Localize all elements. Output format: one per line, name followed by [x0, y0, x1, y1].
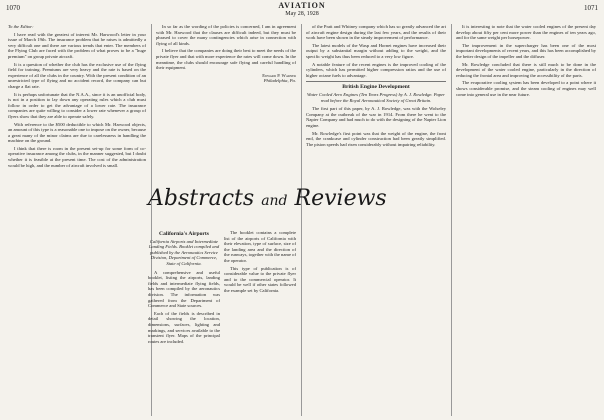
- banner-word-left: Abstracts: [148, 186, 255, 211]
- letter-paragraph: It is perhaps unfortunate that the N.A.A., since it is an unofficial body, is not in a position to lay down any operating rules which a club must follow in order to get the advantage of a lower rate. The insurance companies are quite willing to consider a lower rate whenever a group of flyers show that they are able to operate safely.: [8, 91, 146, 119]
- magazine-title: AVIATION: [278, 1, 326, 10]
- column-divider: [451, 24, 452, 416]
- page-number-right: 1071: [584, 4, 598, 12]
- section-rule: [306, 81, 446, 82]
- letter-paragraph: With reference to the $500 deductible to which Mr. Harwood objects, an amount of this type is a reasonable one to impose on the owner, because a great many of the minor claims are due to carelessness in handling the machine on the ground.: [8, 121, 146, 144]
- article-paragraph: The evaporative cooling system has been developed to a point where it shows considerable promise, and the steam cooling of engines may well come into general use in the near future.: [456, 80, 596, 97]
- article-paragraph: Mr. Rowledge concluded that there is still much to be done in the development of the water cooled engine, particularly in the direction of reducing the frontal area and improving the accessibility of the parts.: [456, 61, 596, 78]
- article-paragraph: The improvement in the supercharger has been one of the most important developments of recent years, and this has been accomplished by the better design of the impeller and the diffuser.: [456, 42, 596, 59]
- section-heading: [148, 186, 387, 211]
- review-subtitle: California Airports and Intermediate Landing Fields. Booklet compiled and published by the Aeronautics Service Division, Department of Commerce, State of California.: [148, 238, 220, 266]
- article-paragraph: Mr. Rowledge's first point was that the weight of the engine, the front end, the crankcase and cylinder construction had been greatly simplified. The piston speeds had risen considerably without impairing reliability.: [306, 130, 446, 147]
- article-paragraph: It is interesting to note that the water cooled engines of the present day develop about fifty per cent more power than the engines of ten years ago, and for the same weight per horsepower.: [456, 24, 596, 41]
- article-paragraph: The latest models of the Wasp and Hornet engines have increased their output by a substantial margin without adding to the weight, and the specific weight has thus been reduced to a very low figure.: [306, 42, 446, 59]
- review-paragraph: This type of publication is of considerable value to the private flyer and to the commercial operator. It would be well if other states followed the example set by California.: [224, 265, 296, 293]
- page-number-left: 1070: [6, 4, 20, 12]
- issue-date: May 28, 1928: [285, 11, 319, 17]
- letter-column-2: [156, 24, 296, 174]
- article-paragraph: A notable feature of the recent engines is the improved cooling of the cylinders, which has permitted higher compression ratios and the use of higher octane fuels to advantage.: [306, 61, 446, 78]
- letter-paragraph: I think that there is room in the present set-up for some form of co-operative insurance among the clubs, in the manner suggested, but I doubt whether it is feasible at the present time. The cost of the administration would be high, and the number of aircraft involved is small.: [8, 145, 146, 168]
- abstracts-reviews-banner: [148, 186, 387, 226]
- review-paragraph: Each of the fields is described in detail showing the location, dimensions, surfaces, lighting and markings, and services available to the transient flyer. Maps of the principal routes are included.: [148, 310, 220, 344]
- review-column-1: [148, 230, 220, 416]
- masthead: [0, 2, 604, 17]
- article-title: British Engine Development: [342, 84, 410, 91]
- letter-paragraph: In so far as the wording of the policies is concerned, I am in agreement with Mr. Harwood that the clauses are difficult indeed, but they must be phrased to cover the many contingencies which arise in connection with flying of all kinds.: [156, 24, 296, 46]
- page-header: [0, 0, 604, 22]
- review-column-2: [224, 230, 296, 416]
- banner-word-right: Reviews: [294, 186, 387, 211]
- article-paragraph: of the Pratt and Whitney company which has so greatly advanced the art of aircraft engine design during the last few years, and the results of their work have been shown in the steady improvement of performance.: [306, 24, 446, 41]
- letter-paragraph: It is a question of whether the club has the exclusive use of the flying field for training. Premiums are very heavy and the rate is based on the experience of all the clubs in the country. With the present condition of an unrestricted type of flying and no accident record, the company can but charge a flat rate.: [8, 61, 146, 89]
- letter-column-1: [8, 24, 146, 416]
- banner-amp: and: [261, 193, 288, 209]
- letter-paragraph: I have read with the greatest of interest Mr. Harwood's letter in your issue of March 19th. The insurance problem that he raises is admittedly a very difficult one and there are various trends that enter. The members of the Flying Club are faced with the problem of what proves to be a "huge premium" on group private aircraft.: [8, 31, 146, 59]
- signature-name: Edward P. Warner: [262, 72, 296, 78]
- letter-salutation: To the Editor:: [8, 24, 34, 29]
- article-subtitle: Water Cooled Aero Engines (Ten Years Progress) by A. J. Rowledge. Paper read before the Royal Aeronautical Society of Great Britain.: [307, 91, 445, 103]
- article-paragraph: The first part of this paper, by A. J. Rowledge, was with the Wolseley Company at the outbreak of the war in 1914. From there he went to the Napier Company and had much to do with the designing of the Napier Lion engine.: [306, 106, 446, 128]
- article-column-1: [306, 24, 446, 416]
- article-column-2: [456, 24, 596, 416]
- signature-place: Philadelphia, Pa.: [263, 78, 296, 84]
- letter-signature: [156, 73, 296, 84]
- letter-paragraph: I believe that the companies are doing their best to meet the needs of the private flyer and that with more experience the rates will come down. In the meantime, the clubs should encourage safe flying and careful handling of their equipment.: [156, 48, 296, 71]
- review-paragraph: The booklet contains a complete list of the airports of California with their elevation, type of surface, size of the landing area and the direction of the runways, together with the name of the operator.: [224, 230, 296, 263]
- review-title: California's Airports: [159, 231, 209, 237]
- review-paragraph: A comprehensive and useful booklet, listing the airports, landing fields and intermediate flying fields, has been compiled by the aeronautics division. The information was gathered from the Department of Commerce and State sources.: [148, 269, 220, 309]
